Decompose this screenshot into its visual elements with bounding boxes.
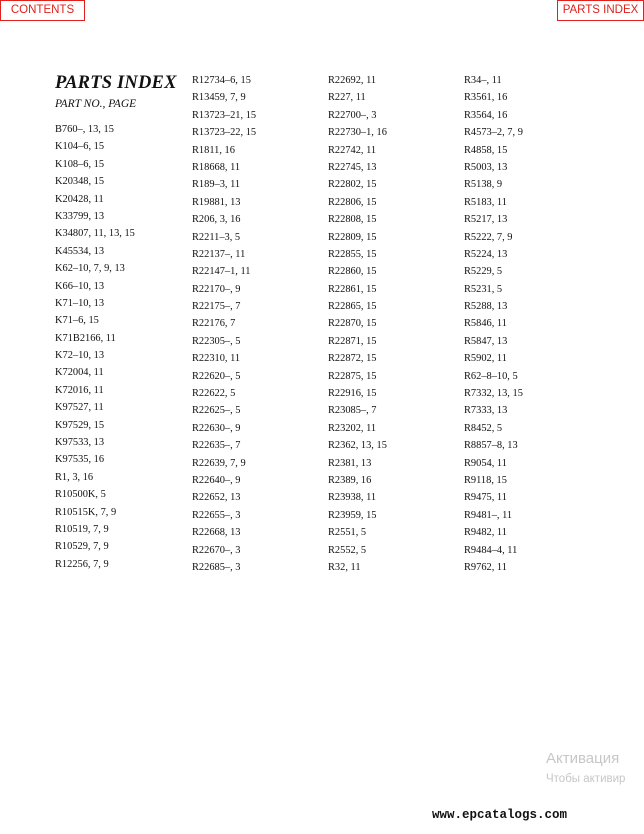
page-title: PARTS INDEX — [55, 73, 177, 93]
index-entry: R5217, 13 — [464, 214, 508, 226]
index-entry: R22742, 11 — [328, 144, 377, 156]
index-entry: R189–3, 11 — [192, 179, 241, 191]
index-entry: K62–10, 7, 9, 13 — [55, 263, 125, 275]
index-entry: K72004, 11 — [55, 367, 104, 379]
footer-url[interactable]: www.epcatalogs.com — [432, 808, 568, 822]
index-entry: R22860, 15 — [328, 266, 377, 278]
index-entry: R22861, 15 — [328, 283, 377, 295]
index-entry: R22170–, 9 — [192, 283, 241, 295]
index-entry: R10529, 7, 9 — [55, 541, 109, 553]
index-entry: K97527, 11 — [55, 402, 104, 414]
index-entry: R22147–1, 11 — [192, 266, 251, 278]
contents-button[interactable]: CONTENTS — [0, 0, 85, 21]
index-entry: R1, 3, 16 — [55, 471, 94, 483]
index-entry: R22730–1, 16 — [328, 127, 387, 139]
index-entry: R5846, 11 — [464, 318, 507, 330]
index-entry: K66–10, 13 — [55, 280, 105, 292]
activation-watermark-text: Чтобы активир — [546, 773, 626, 785]
index-entry: K71–6, 15 — [55, 315, 99, 327]
index-entry: R8857–8, 13 — [464, 440, 518, 452]
index-entry: K104–6, 15 — [55, 141, 105, 153]
index-entry: R12256, 7, 9 — [55, 558, 109, 570]
index-entry: R1811, 16 — [192, 144, 235, 156]
index-entry: K97535, 16 — [55, 454, 105, 466]
index-entry: R7332, 13, 15 — [464, 388, 523, 400]
index-entry: R2362, 13, 15 — [328, 440, 387, 452]
index-column-3 — [328, 72, 387, 576]
index-entry: R5183, 11 — [464, 196, 507, 208]
index-entry: R5902, 11 — [464, 353, 507, 365]
index-entry: R22670–, 3 — [192, 544, 241, 556]
index-entry: R9482, 11 — [464, 527, 507, 539]
index-entry: K33799, 13 — [55, 210, 105, 222]
index-entry: R22630–, 9 — [192, 422, 241, 434]
index-entry: R22745, 13 — [328, 161, 377, 173]
index-entry: R22625–, 5 — [192, 405, 241, 417]
index-entry: R22872, 15 — [328, 353, 377, 365]
index-entry: R2551, 5 — [328, 527, 367, 539]
index-entry: R9481–, 11 — [464, 509, 513, 521]
index-entry: R22808, 15 — [328, 214, 377, 226]
index-entry: R22685–, 3 — [192, 561, 241, 573]
index-entry: K72–10, 13 — [55, 350, 105, 362]
index-entry: R22875, 15 — [328, 370, 377, 382]
index-entry: R3561, 16 — [464, 92, 508, 104]
index-entry: K97533, 13 — [55, 437, 105, 449]
index-entry: R227, 11 — [328, 92, 366, 104]
page-subtitle: PART NO., PAGE — [55, 98, 137, 110]
index-entry: R23202, 11 — [328, 422, 377, 434]
index-entry: R22806, 15 — [328, 196, 377, 208]
index-entry: R19881, 13 — [192, 196, 241, 208]
index-entry: R22622, 5 — [192, 388, 236, 400]
index-entry: R13723–21, 15 — [192, 109, 257, 121]
index-entry: R4573–2, 7, 9 — [464, 127, 523, 139]
index-entry: R22620–, 5 — [192, 370, 241, 382]
index-entry: R22652, 13 — [192, 492, 241, 504]
index-entry: R22305–, 5 — [192, 335, 241, 347]
index-column-2 — [192, 72, 256, 576]
index-entry: R18668, 11 — [192, 161, 241, 173]
index-entry: R5003, 13 — [464, 161, 508, 173]
index-entry: R22310, 11 — [192, 353, 241, 365]
index-entry: R22176, 7 — [192, 318, 236, 330]
index-entry: R2389, 16 — [328, 474, 372, 486]
index-entry: R22916, 15 — [328, 388, 377, 400]
index-entry: R5222, 7, 9 — [464, 231, 513, 243]
index-entry: R22635–, 7 — [192, 440, 241, 452]
index-entry: R22700–, 3 — [328, 109, 377, 121]
index-entry: R10519, 7, 9 — [55, 523, 109, 535]
index-entry: R22655–, 3 — [192, 509, 241, 521]
index-entry: R23938, 11 — [328, 492, 377, 504]
index-entry: R22692, 11 — [328, 75, 377, 86]
index-entry: R206, 3, 16 — [192, 214, 241, 226]
index-entry: R22639, 7, 9 — [192, 457, 246, 469]
index-entry: R2552, 5 — [328, 544, 367, 556]
index-entry: R22640–, 9 — [192, 474, 241, 486]
index-entry: R13723–22, 15 — [192, 127, 257, 139]
index-entry: R5229, 5 — [464, 266, 503, 278]
index-entry: R7333, 13 — [464, 405, 508, 417]
index-entry: R12734–6, 15 — [192, 75, 251, 86]
index-entry: R10500K, 5 — [55, 489, 106, 501]
index-entry: R22802, 15 — [328, 179, 377, 191]
index-entry: R5847, 13 — [464, 335, 508, 347]
index-entry: R10515K, 7, 9 — [55, 506, 117, 518]
index-entry: R22809, 15 — [328, 231, 377, 243]
index-entry: R9118, 15 — [464, 474, 507, 486]
index-entry: K20348, 15 — [55, 176, 105, 188]
index-column-4 — [464, 72, 523, 576]
index-entry: R34–, 11 — [464, 75, 502, 86]
index-entry: R5288, 13 — [464, 301, 508, 313]
index-entry: R22865, 15 — [328, 301, 377, 313]
index-entry: R22137–, 11 — [192, 248, 246, 260]
index-entry: R2211–3, 5 — [192, 231, 241, 243]
index-entry: R22668, 13 — [192, 527, 241, 539]
index-column-1 — [55, 121, 135, 573]
index-entry: K71–10, 13 — [55, 297, 105, 309]
index-entry: B760–, 13, 15 — [55, 124, 114, 135]
index-entry: R2381, 13 — [328, 457, 372, 469]
index-entry: R13459, 7, 9 — [192, 92, 246, 104]
index-entry: K108–6, 15 — [55, 158, 105, 170]
index-entry: K45534, 13 — [55, 245, 105, 257]
index-entry: R3564, 16 — [464, 109, 508, 121]
index-entry: R4858, 15 — [464, 144, 508, 156]
index-entry: R22871, 15 — [328, 335, 377, 347]
index-entry: R5231, 5 — [464, 283, 503, 295]
index-entry: K20428, 11 — [55, 193, 104, 205]
index-entry: R9762, 11 — [464, 561, 507, 573]
index-entry: R5224, 13 — [464, 248, 508, 260]
index-entry: R23085–, 7 — [328, 405, 377, 417]
index-entry: R22175–, 7 — [192, 301, 241, 313]
index-entry: K71B2166, 11 — [55, 332, 116, 344]
index-entry: K34807, 11, 13, 15 — [55, 228, 135, 240]
index-entry: K72016, 11 — [55, 384, 104, 396]
index-entry: R32, 11 — [328, 561, 361, 573]
parts-index-button[interactable]: PARTS INDEX — [557, 0, 644, 21]
index-entry: R22855, 15 — [328, 248, 377, 260]
index-entry: R23959, 15 — [328, 509, 377, 521]
index-entry: R5138, 9 — [464, 179, 503, 191]
index-entry: R62–8–10, 5 — [464, 370, 518, 382]
index-entry: R9054, 11 — [464, 457, 507, 469]
index-entry: R8452, 5 — [464, 422, 503, 434]
activation-watermark-title: Активация — [546, 750, 620, 767]
index-entry: R9475, 11 — [464, 492, 507, 504]
index-entry: R22870, 15 — [328, 318, 377, 330]
index-entry: R9484–4, 11 — [464, 544, 518, 556]
index-entry: K97529, 15 — [55, 419, 105, 431]
